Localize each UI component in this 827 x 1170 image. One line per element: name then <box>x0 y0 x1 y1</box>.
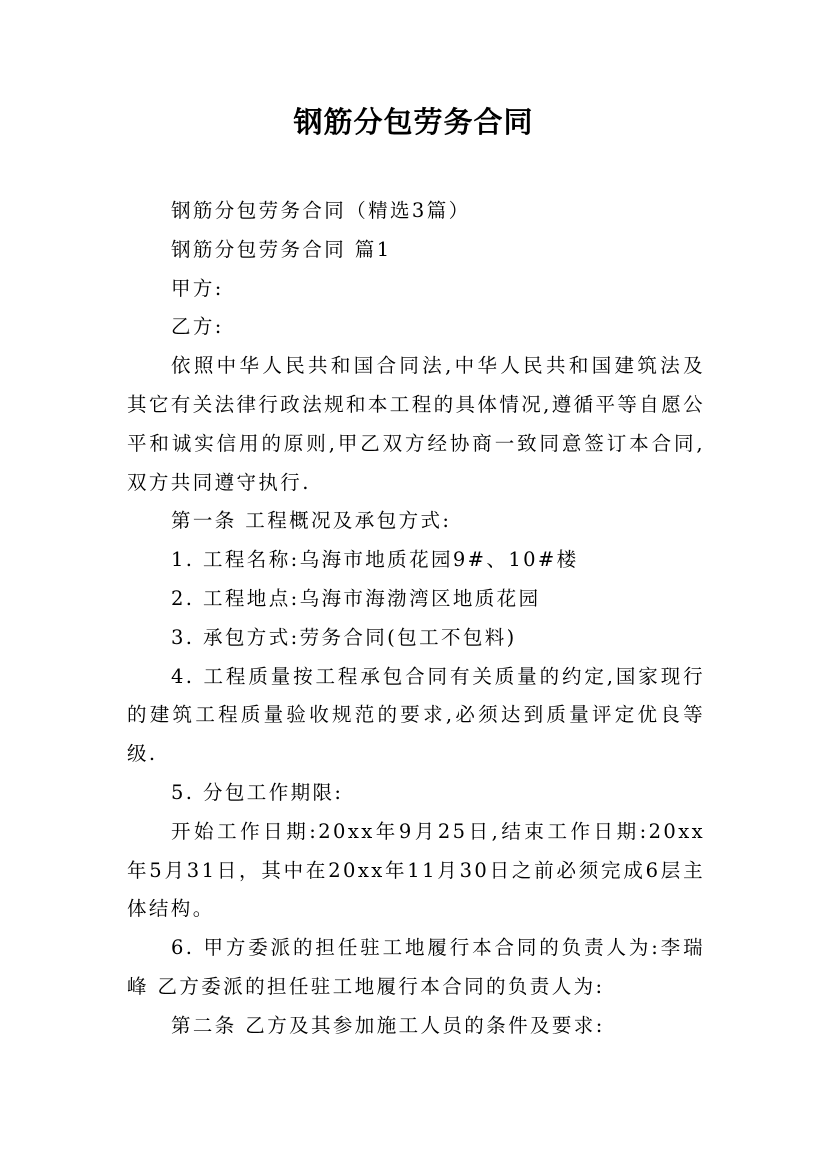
paragraph-article-1-heading: 第一条 工程概况及承包方式: <box>171 509 452 533</box>
paragraph-party-b: 乙方: <box>171 315 224 339</box>
document-body <box>127 192 705 1046</box>
paragraph-subtitle: 钢筋分包劳务合同（精选3篇） <box>171 199 471 222</box>
paragraph-section-heading: 钢筋分包劳务合同 篇1 <box>171 237 392 261</box>
paragraph-article-2-heading: 第二条 乙方及其参加施工人员的条件及要求: <box>171 1013 605 1037</box>
paragraph-party-a: 甲方: <box>171 276 224 300</box>
paragraph-item-3: 3. 承包方式:劳务合同(包工不包料) <box>171 625 517 649</box>
paragraph-item-5: 5. 分包工作期限: <box>171 780 344 804</box>
paragraph-work-period: 开始工作日期:20xx年9月25日,结束工作日期:20xx年5月31日，其中在20xx年11月30日之前必须完成6层主体结构。 <box>127 819 705 921</box>
paragraph-item-4: 4. 工程质量按工程承包合同有关质量的约定,国家现行的建筑工程质量验收规范的要求,必须达到质量评定优良等级. <box>127 664 705 766</box>
document-title: 钢筋分包劳务合同 <box>293 105 534 139</box>
paragraph-item-1: 1. 工程名称:乌海市地质花园9#、10#楼 <box>171 548 579 572</box>
paragraph-item-2: 2. 工程地点:乌海市海渤湾区地质花园 <box>171 586 541 610</box>
paragraph-preamble: 依照中华人民共和国合同法,中华人民共和国建筑法及其它有关法律行政法规和本工程的具体情况,遵循平等自愿公平和诚实信用的原则,甲乙双方经协商一致同意签订本合同,双方共同遵守执行. <box>127 354 705 494</box>
paragraph-item-6: 6. 甲方委派的担任驻工地履行本合同的负责人为:李瑞峰 乙方委派的担任驻工地履行本合同的负责人为: <box>127 936 705 998</box>
